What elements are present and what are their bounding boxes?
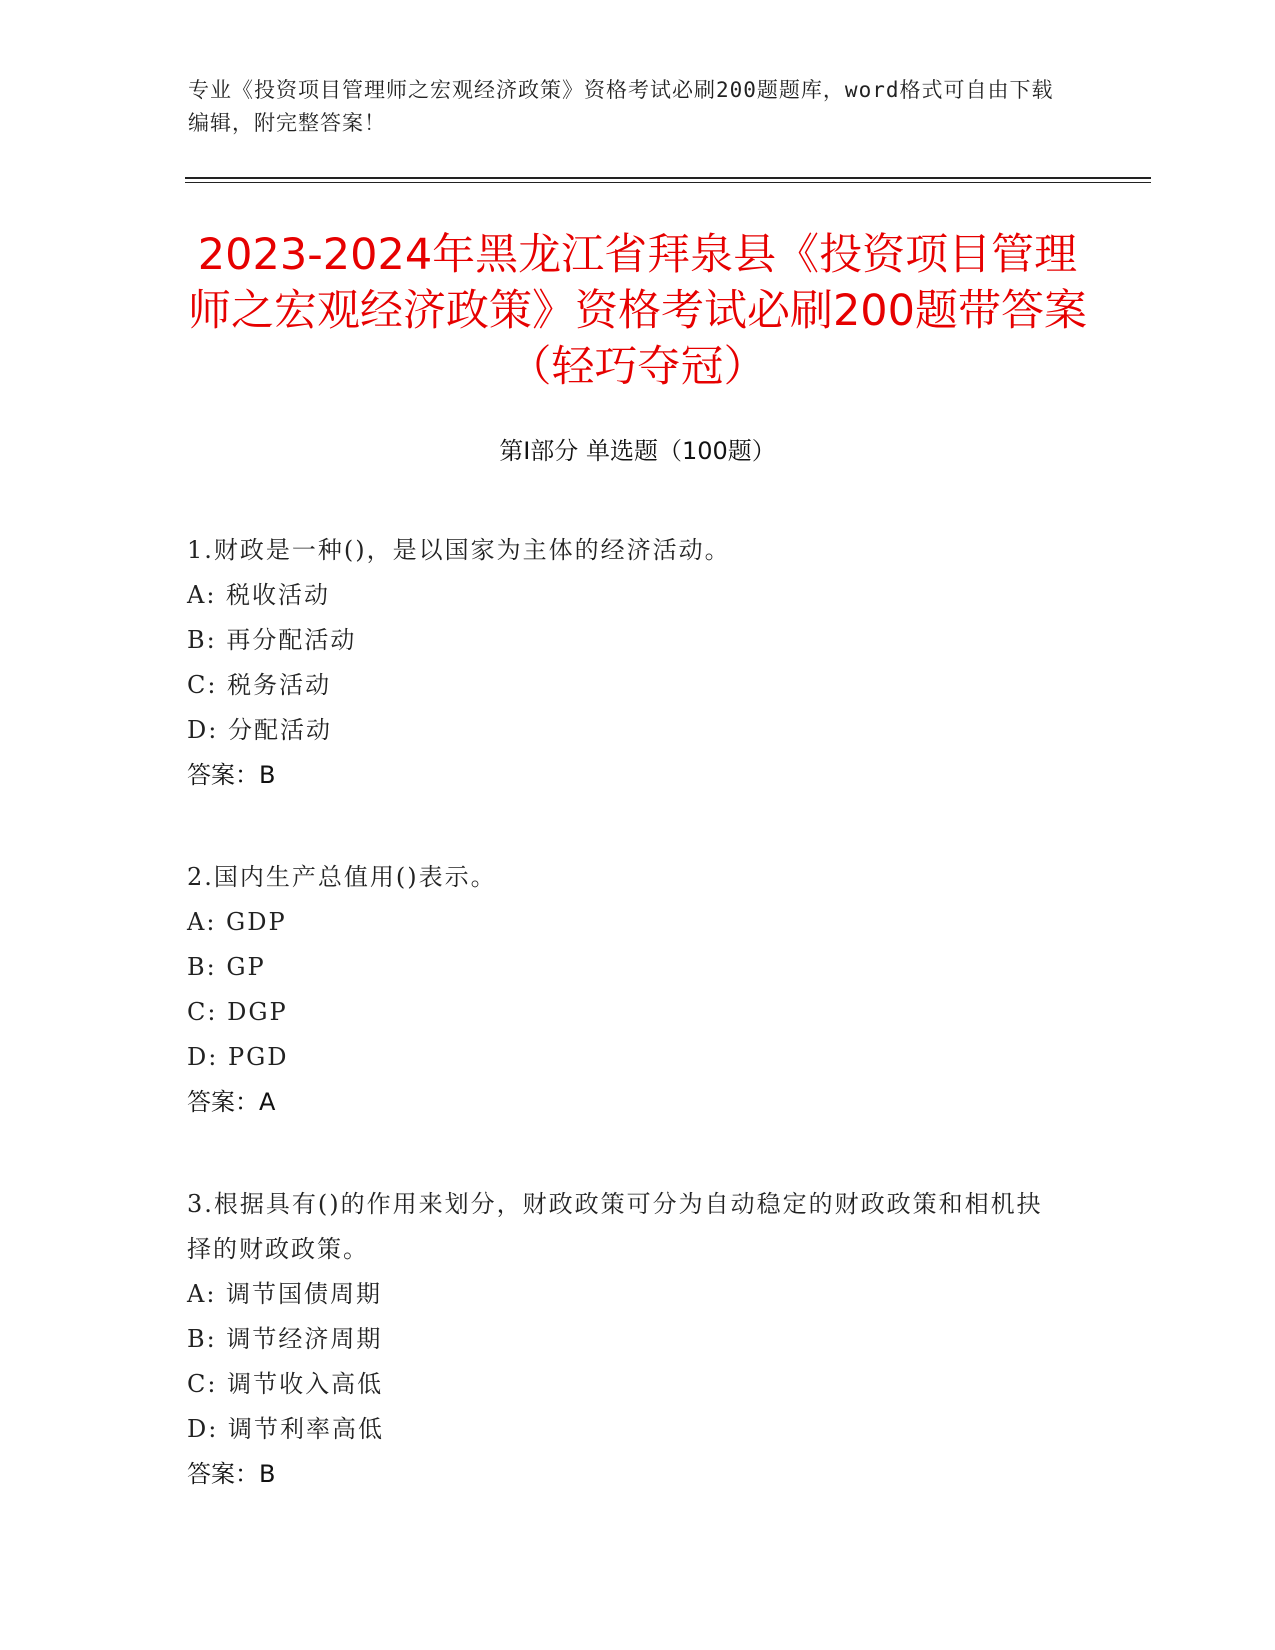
option-c: C: 税务活动 bbox=[187, 671, 332, 699]
document-title: 2023-2024年黑龙江省拜泉县《投资项目管理师之宏观经济政策》资格考试必刷200题带答案（轻巧夺冠） bbox=[187, 230, 1088, 392]
question-list bbox=[187, 528, 1067, 1554]
option-c: C: DGP bbox=[187, 998, 288, 1026]
answer: 答案：B bbox=[187, 1460, 276, 1488]
option-a: A: 税收活动 bbox=[187, 581, 331, 609]
header-divider-thick bbox=[185, 177, 1151, 179]
header-note: 专业《投资项目管理师之宏观经济政策》资格考试必刷200题题库，word格式可自由下载编辑，附完整答案！ bbox=[188, 78, 1054, 135]
option-c: C: 调节收入高低 bbox=[187, 1370, 384, 1398]
question-2 bbox=[187, 855, 1067, 1125]
question-stem: 1.财政是一种()，是以国家为主体的经济活动。 bbox=[187, 536, 731, 564]
question-1 bbox=[187, 528, 1067, 798]
option-a: A: GDP bbox=[187, 908, 287, 936]
option-a: A: 调节国债周期 bbox=[187, 1280, 383, 1308]
section-title: 第I部分 单选题（100题） bbox=[499, 437, 776, 465]
option-d: D: 调节利率高低 bbox=[187, 1415, 384, 1443]
option-b: B: 再分配活动 bbox=[187, 626, 357, 654]
option-d: D: 分配活动 bbox=[187, 716, 332, 744]
answer: 答案：A bbox=[187, 1088, 276, 1116]
option-d: D: PGD bbox=[187, 1043, 289, 1071]
option-b: B: 调节经济周期 bbox=[187, 1325, 383, 1353]
question-3 bbox=[187, 1182, 1067, 1497]
question-stem: 2.国内生产总值用()表示。 bbox=[187, 863, 497, 891]
answer: 答案：B bbox=[187, 761, 276, 789]
option-b: B: GP bbox=[187, 953, 266, 981]
header-divider-thin bbox=[185, 182, 1151, 183]
question-stem: 3.根据具有()的作用来划分，财政政策可分为自动稳定的财政政策和相机抉择的财政政策。 bbox=[187, 1190, 1043, 1263]
